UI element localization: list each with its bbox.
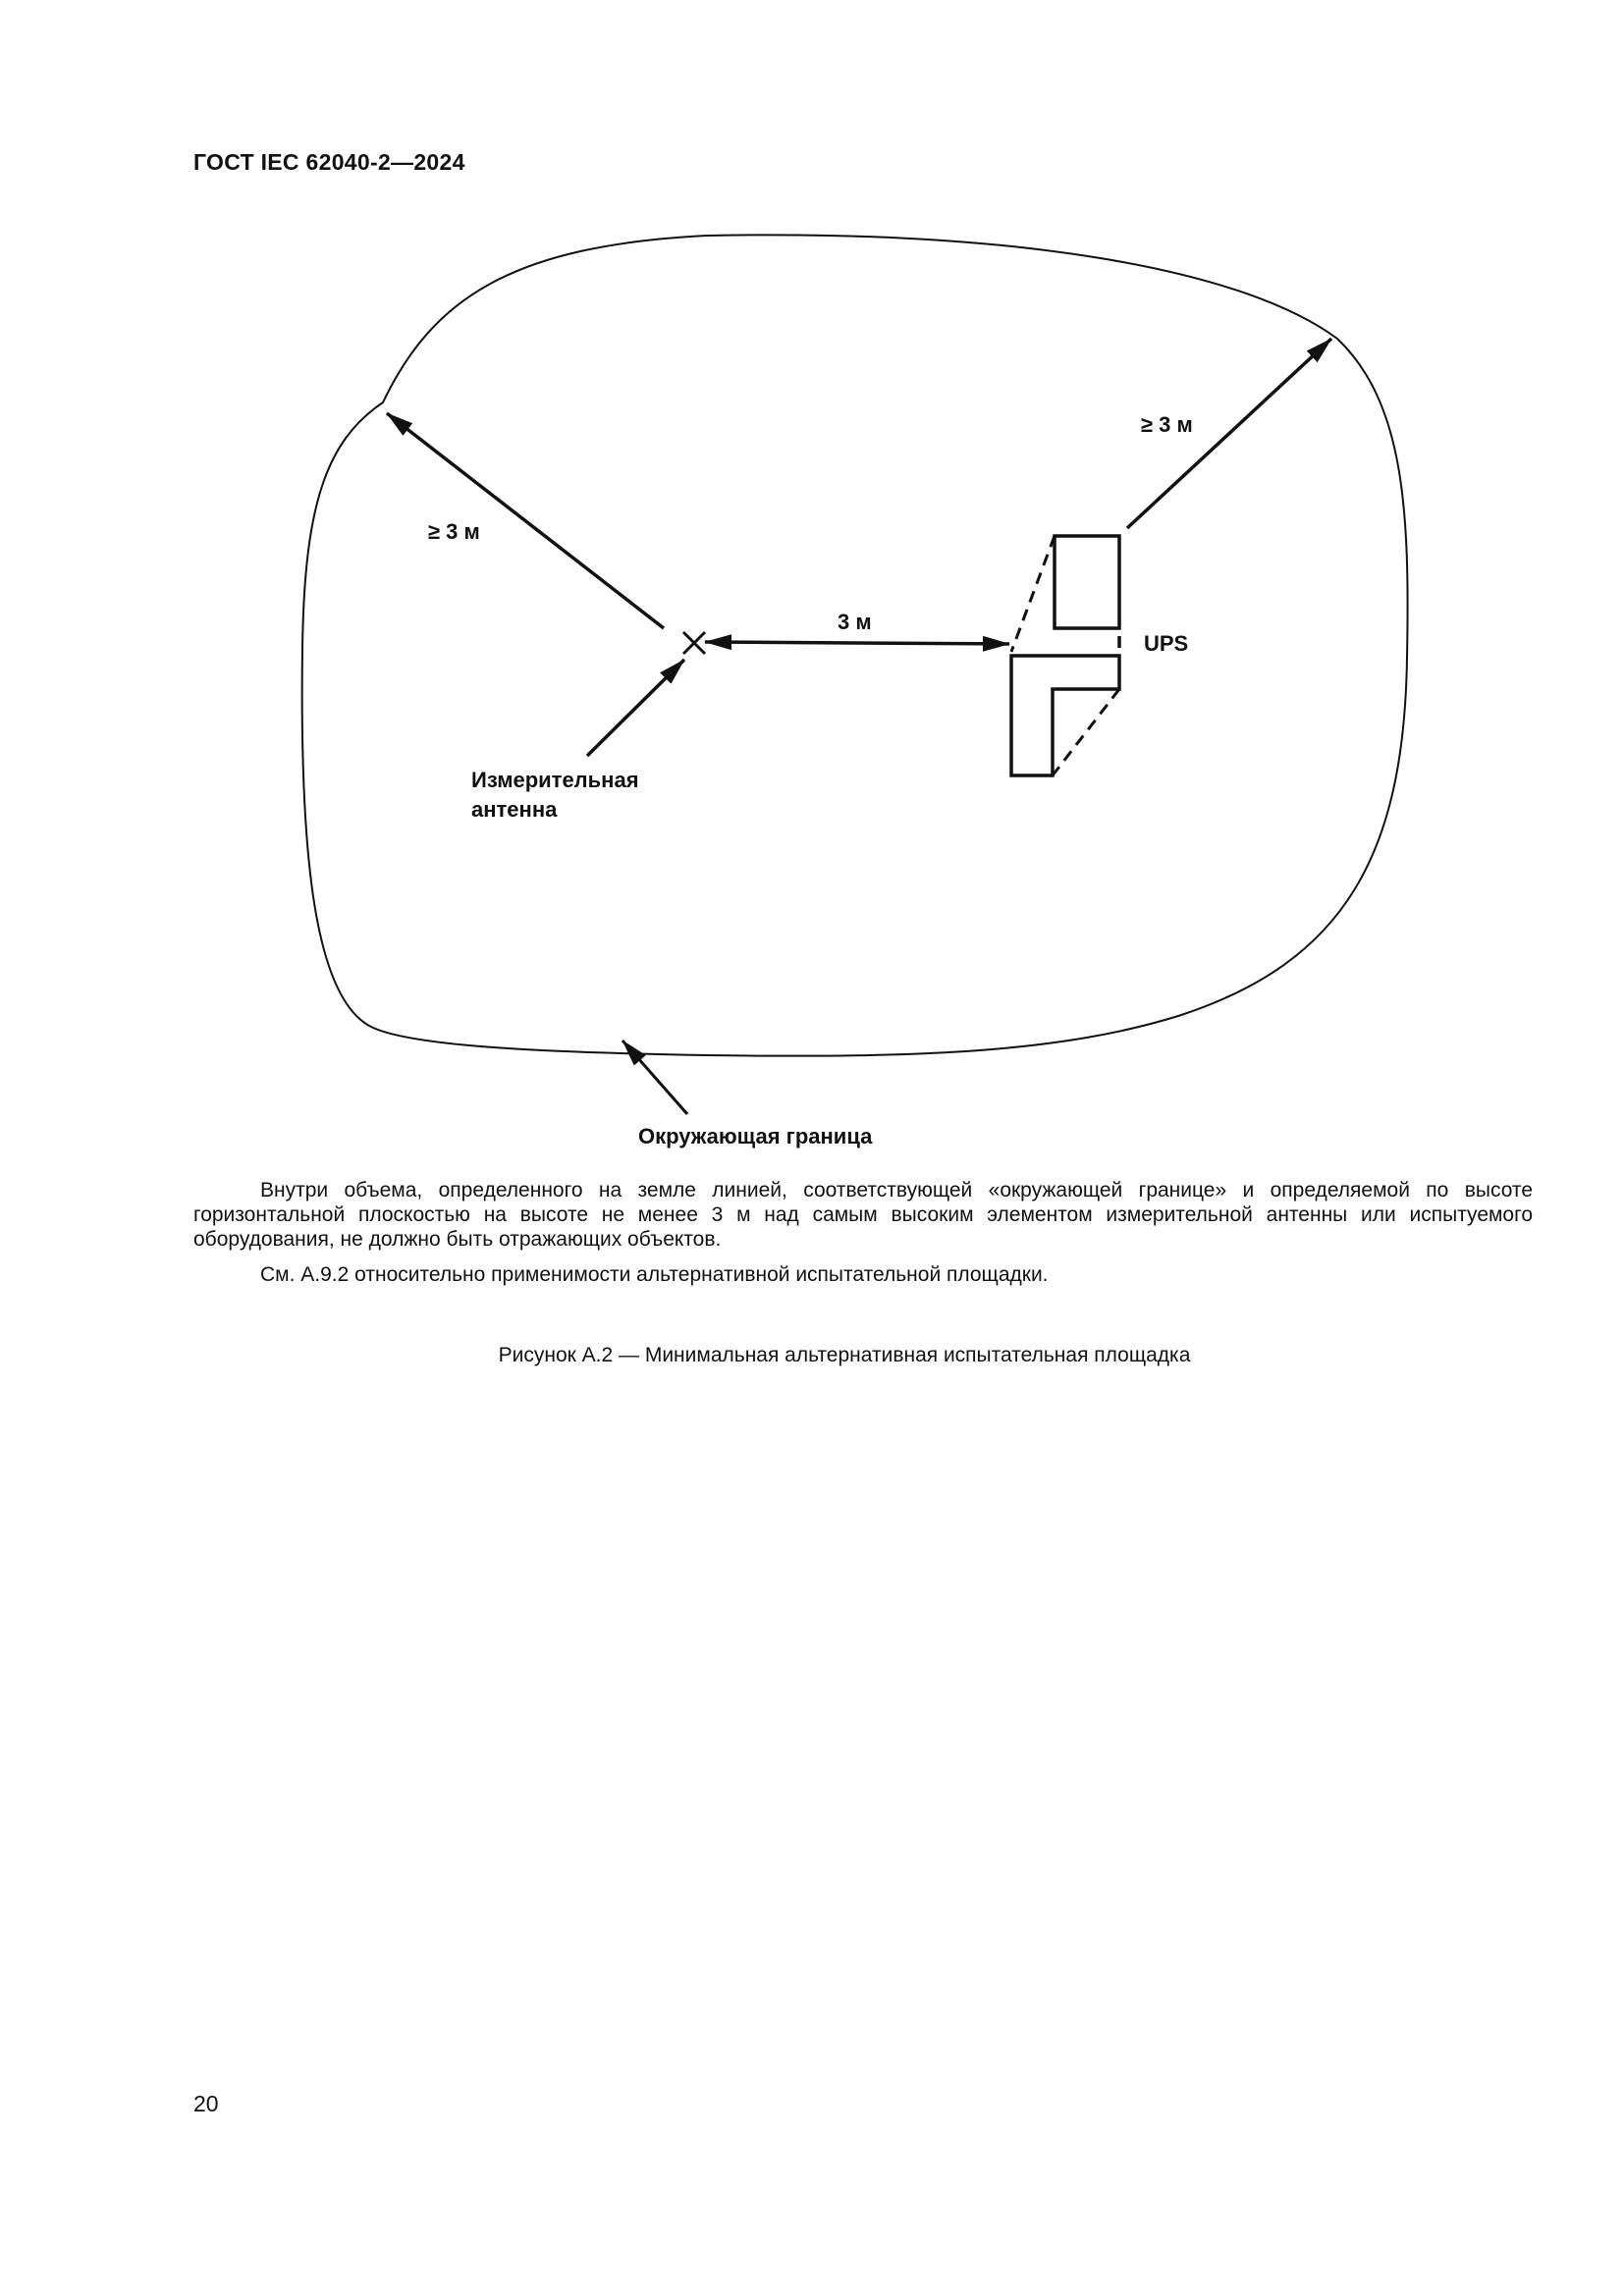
- center-distance-arrow: [705, 642, 1009, 644]
- boundary-label: Окружающая граница: [638, 1124, 873, 1148]
- antenna-cross-icon: [683, 632, 705, 654]
- center-distance-label: 3 м: [838, 610, 872, 634]
- paragraph-1: Внутри объема, определенного на земле линией, соответствующей «окружающей границе» и определяемой по высоте горизонтальной плоскостью на высоте не менее 3 м над самым высоким элементом измерительной антенны или испытуемого оборудования, не должно быть отражающих объектов.: [193, 1179, 1533, 1251]
- antenna-label-line2: антенна: [471, 797, 558, 822]
- antenna-label-line1: Измерительная: [471, 768, 639, 792]
- right-distance-label: ≥ 3 м: [1141, 412, 1193, 437]
- paragraph-2: См. А.9.2 относительно применимости альтернативной испытательной площадки.: [260, 1263, 1049, 1286]
- ups-label: UPS: [1144, 631, 1189, 656]
- antenna-pointer-arrow: [587, 660, 684, 756]
- left-distance-label: ≥ 3 м: [428, 519, 480, 544]
- document-header: ГОСТ IEC 62040-2—2024: [193, 149, 465, 175]
- surrounding-boundary: [302, 235, 1408, 1055]
- body-text: [193, 1178, 1533, 1287]
- boundary-pointer-arrow: [623, 1041, 687, 1114]
- page-number: 20: [193, 2091, 219, 2116]
- figure-caption: Рисунок А.2 — Минимальная альтернативная испытательная площадка: [498, 1344, 1191, 1366]
- ups-equipment-drawing: [1011, 536, 1119, 775]
